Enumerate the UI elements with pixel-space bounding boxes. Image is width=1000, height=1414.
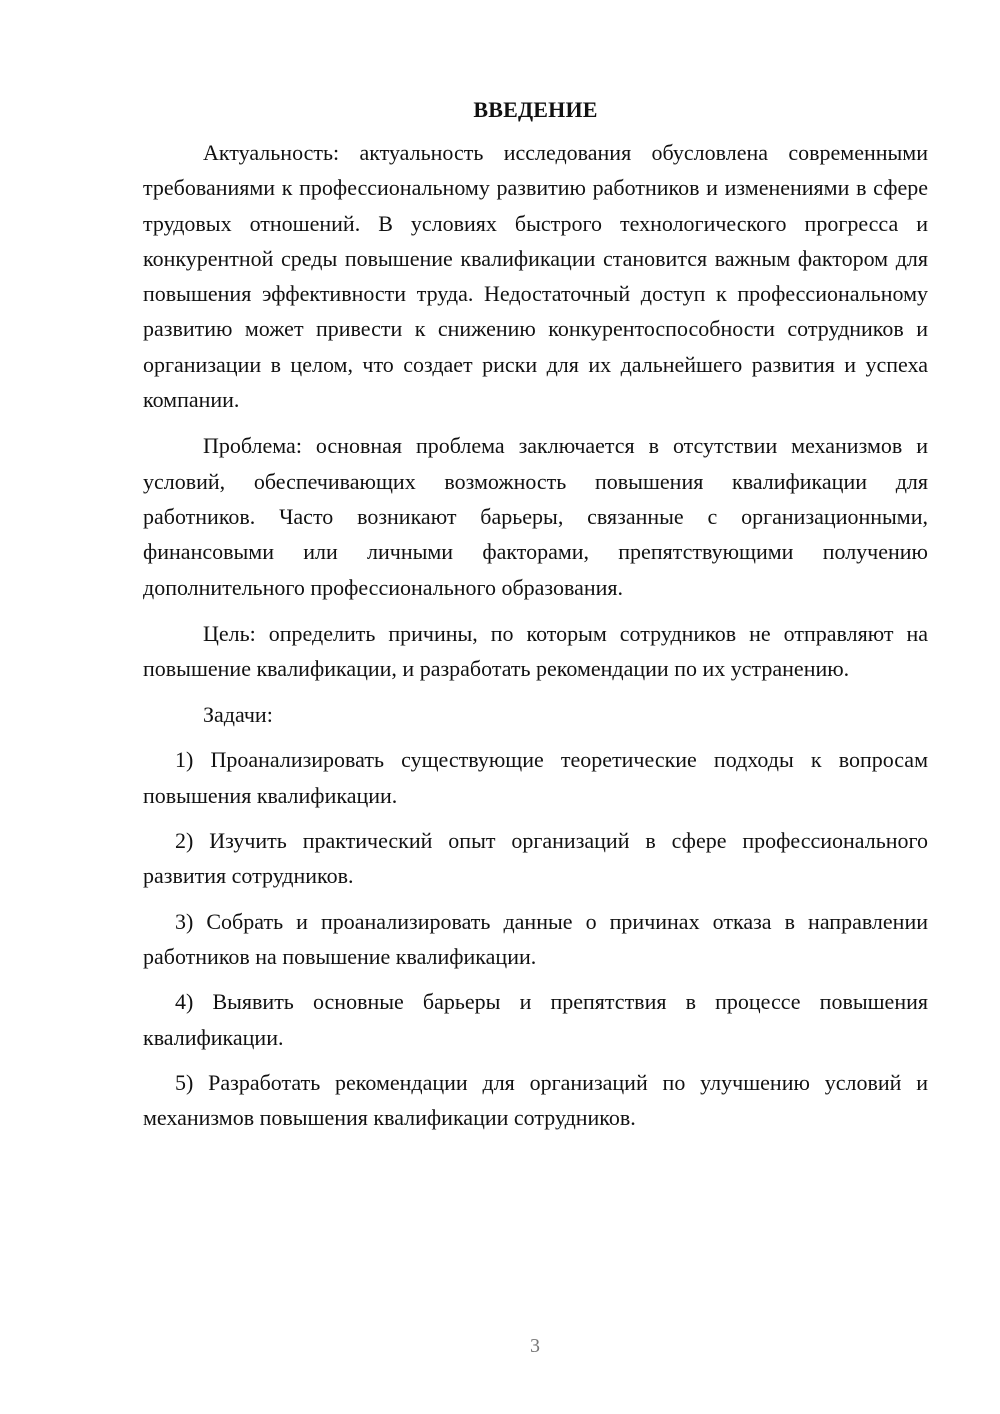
- task-list: [143, 742, 928, 1135]
- task-item: 2) Изучить практический опыт организаций в сфере профессионального развития сотрудников.: [143, 828, 928, 889]
- paragraph-relevance: Актуальность: актуальность исследования обусловлена современными требованиями к профессиональному развитию работников и изменениями в сфере трудовых отношений. В условиях быстрого технологического прогресса и конкурентной среды повышение квалификации становится важным фактором для повышения эффективности труда. Недостаточный доступ к профессиональному развитию может привести к снижению конкурентоспособности сотрудников и организации в целом, что создает риски для их дальнейшего развития и успеха компании.: [143, 140, 928, 413]
- document-body: [143, 92, 928, 1145]
- task-item: 1) Проанализировать существующие теоретические подходы к вопросам повышения квалификации.: [143, 747, 928, 808]
- paragraph-problem: Проблема: основная проблема заключается в отсутствии механизмов и условий, обеспечивающих возможность повышения квалификации для работников. Часто возникают барьеры, связанные с организационными, финансовыми или личными факторами, препятствующими получению дополнительного профессионального образования.: [143, 433, 928, 600]
- page-number: 3: [530, 1335, 540, 1357]
- paragraph-goal: Цель: определить причины, по которым сотрудников не отправляют на повышение квалификации, и разработать рекомендации по их устранению.: [143, 620, 928, 682]
- task-item: 4) Выявить основные барьеры и препятствия в процессе повышения квалификации.: [143, 989, 928, 1050]
- task-item: 3) Собрать и проанализировать данные о причинах отказа в направлении работников на повышение квалификации.: [143, 908, 928, 969]
- task-item: 5) Разработать рекомендации для организаций по улучшению условий и механизмов повышения квалификации сотрудников.: [143, 1069, 928, 1131]
- tasks-label: Задачи:: [203, 702, 273, 728]
- section-heading: ВВЕДЕНИЕ: [473, 97, 598, 122]
